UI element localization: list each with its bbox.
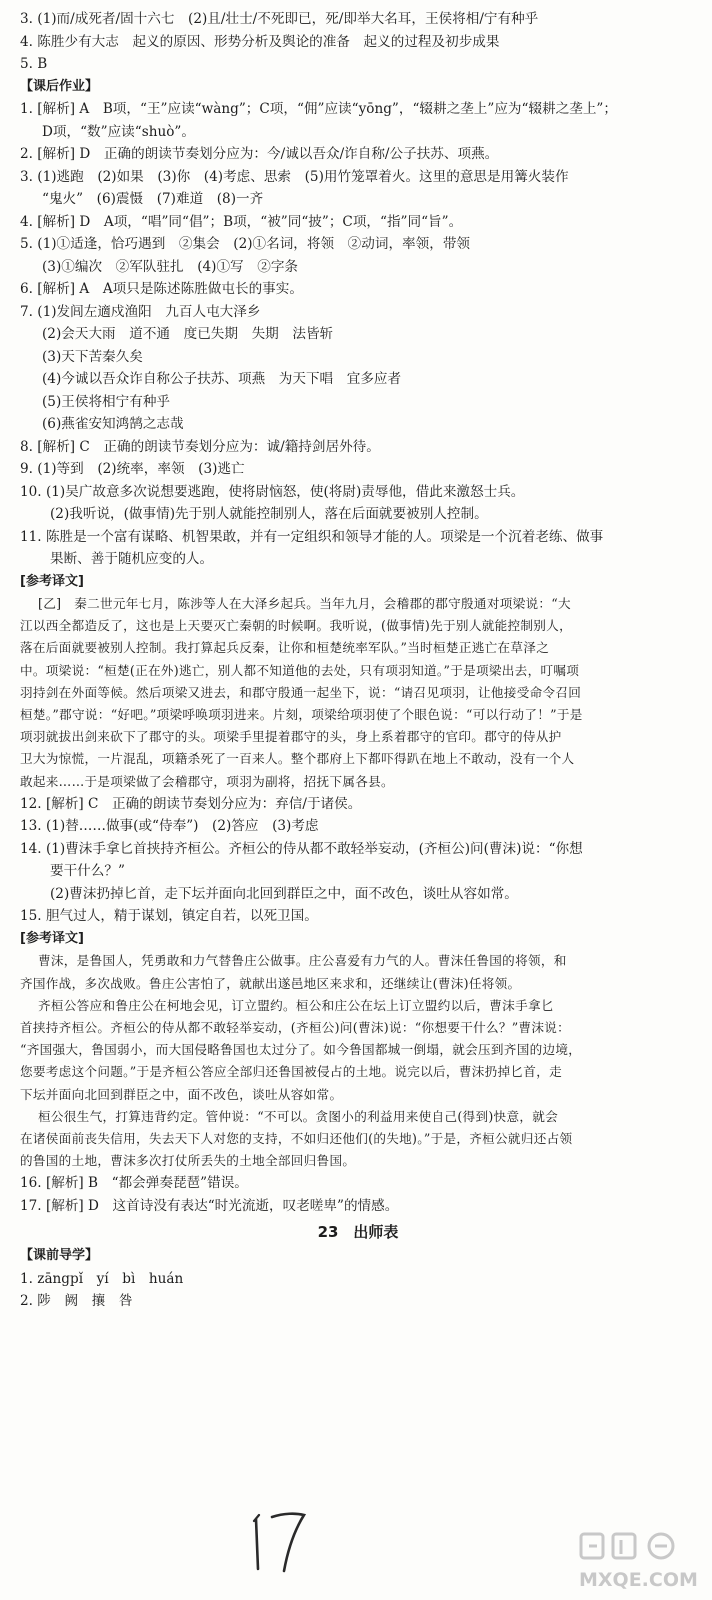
translation-line: 羽持剑在外面等候。然后项梁又进去，和郡守殷通一起坐下，说：“请召见项羽，让他接受命令召回 bbox=[20, 684, 582, 700]
end-answers-block bbox=[20, 1172, 696, 1217]
mid-answers-block bbox=[20, 793, 696, 928]
translation-line: 江以西全都造反了，这也是上天要灭亡秦朝的时候啊。我听说，(做事情)先于别人就能控制别人， bbox=[20, 618, 572, 634]
answer-page bbox=[20, 8, 696, 1313]
answer-line: (4)今诚以吾众诈自称公子扶苏、项燕 为天下唱 宜多应者 bbox=[42, 371, 402, 387]
translation-line: 下坛并面向北回到群臣之中，面不改色，谈吐从容如常。 bbox=[20, 1086, 343, 1102]
answer-line: 17. [解析] D 这首诗没有表达“时光流逝，叹老嗟卑”的情感。 bbox=[20, 1197, 399, 1214]
top-answers-block bbox=[20, 8, 696, 76]
answer-line: (3)①编次 ②军队驻扎 (4)①写 ②字条 bbox=[42, 258, 299, 275]
answer-line: 4. [解析] D A项，“唱”同“倡”；B项，“被”同“披”；C项，“指”同“旨”。 bbox=[20, 213, 463, 230]
translation-line: 落在后面就要被别人控制。我打算起兵反秦，让你和桓楚统率军队。”当时桓楚正逃亡在草泽之 bbox=[20, 640, 550, 656]
answer-line: (2)曹沫扔掉匕首，走下坛并面向北回到群臣之中，面不改色，谈吐从容如常。 bbox=[50, 885, 518, 902]
answer-line: 1. zāngpǐ yí bì huán bbox=[20, 1270, 184, 1287]
translation-line: 曹沫，是鲁国人，凭勇敢和力气替鲁庄公做事。庄公喜爱有力气的人。曹沫任鲁国的将领，和 bbox=[38, 953, 567, 969]
answer-line: 10. (1)吴广故意多次说想要逃跑，使将尉恼怒，使(将尉)责辱他，借此来激怒士兵。 bbox=[20, 483, 525, 500]
answer-line: 5. (1)①适逢，恰巧遇到 ②集会 (2)①名词，将领 ②动词，率领，带领 bbox=[20, 236, 471, 252]
reference-translation-label: [参考译文] bbox=[20, 930, 84, 946]
answer-line: 3. (1)逃跑 (2)如果 (3)你 (4)考虑、思索 (5)用竹笼罩着火。这里的意思是用篝火装作 bbox=[20, 168, 569, 185]
answer-line: 13. (1)替……做事(或“侍奉”) (2)答应 (3)考虑 bbox=[20, 818, 319, 835]
translation-block-2 bbox=[20, 950, 696, 1172]
translation-line: 项羽就拔出剑来砍下了郡守的头。项梁手里提着郡守的头，身上系着郡守的官印。郡守的侍从护 bbox=[20, 729, 562, 745]
translation-line: 桓公很生气，打算违背约定。管仲说：“不可以。贪图小的利益用来使自己(得到)快意，就会 bbox=[38, 1108, 559, 1124]
translation-line: 在诸侯面前丧失信用，失去天下人对您的支持，不如归还他们(的失地)。”于是，齐桓公就归还占领 bbox=[20, 1130, 573, 1146]
watermark-logo bbox=[575, 1530, 705, 1594]
translation-block-1 bbox=[20, 593, 696, 793]
section-heading-preview: 【课前导学】 bbox=[20, 1248, 99, 1264]
answer-line: 要干什么？” bbox=[50, 863, 125, 880]
translation-line: 齐国作战，多次战败。鲁庄公害怕了，就献出遂邑地区来求和，还继续让(曹沫)任将领。 bbox=[20, 975, 521, 991]
answer-line: 3. (1)而/成死者/固十六七 (2)且/壮士/不死即已，死/即举大名耳，王侯将相/宁有种乎 bbox=[20, 11, 539, 27]
translation-line: 卫大为惊慌，一片混乱，项籍杀死了一百来人。整个郡府上下都吓得趴在地上不敢动，没有一个人 bbox=[20, 751, 575, 767]
answer-line: 5. B bbox=[20, 56, 48, 72]
answer-line: D项，“数”应读“shuò”。 bbox=[42, 123, 195, 140]
translation-line: 中。项梁说：“桓楚(正在外)逃亡，别人都不知道他的去处，只有项羽知道。”于是项梁出去，叮嘱项 bbox=[20, 662, 580, 678]
answer-line: 11. 陈胜是一个富有谋略、机智果敢，并有一定组织和领导才能的人。项梁是一个沉着老练、做事 bbox=[20, 528, 604, 545]
chapter-title: 23 出师表 bbox=[317, 1223, 399, 1242]
answer-line: 7. (1)发闾左適戍渔阳 九百人屯大泽乡 bbox=[20, 303, 261, 320]
answer-line: 4. 陈胜少有大志 起义的原因、形势分析及舆论的准备 起义的过程及初步成果 bbox=[20, 33, 500, 50]
svg-text:MXQE.COM: MXQE.COM bbox=[579, 1569, 698, 1591]
answer-line: 9. (1)等到 (2)统率，率领 (3)逃亡 bbox=[20, 461, 245, 477]
answer-line: 2. [解析] D 正确的朗读节奏划分应为：今/诚以吾众/诈自称/公子扶苏、项燕。 bbox=[20, 146, 499, 162]
answer-line: (2)会天大雨 道不通 度已失期 失期 法皆斩 bbox=[42, 326, 334, 342]
translation-line: 桓楚。”郡守说：“好吧。”项梁呼唤项羽进来。片刻，项梁给项羽使了个眼色说：“可以行动了！”于是 bbox=[20, 707, 583, 723]
answer-line: 12. [解析] C 正确的朗读节奏划分应为：弃信/于诸侯。 bbox=[20, 795, 362, 812]
answer-line: 14. (1)曹沫手拿匕首挟持齐桓公。齐桓公的侍从都不敢轻举妄动，(齐桓公)问(曹沫)说：“你想 bbox=[20, 840, 583, 857]
answer-line: 果断、善于随机应变的人。 bbox=[50, 551, 214, 567]
translation-line: 齐桓公答应和鲁庄公在柯地会见，订立盟约。桓公和庄公在坛上订立盟约以后，曹沫手拿匕 bbox=[38, 997, 554, 1013]
answer-line: 16. [解析] B “都会弹奏琵琶”错误。 bbox=[20, 1175, 248, 1192]
translation-line: “齐国强大，鲁国弱小，而大国侵略鲁国也太过分了。如今鲁国都城一倒塌，就会压到齐国的边境， bbox=[20, 1042, 582, 1058]
translation-line: [乙] 秦二世元年七月，陈涉等人在大泽乡起兵。当年九月，会稽郡的郡守殷通对项梁说：“大 bbox=[38, 596, 571, 611]
reference-translation-label: [参考译文] bbox=[20, 573, 84, 589]
preview-block bbox=[20, 1268, 696, 1313]
answer-line: (2)我听说，(做事情)先于别人就能控制别人，落在后面就要被别人控制。 bbox=[50, 506, 488, 522]
translation-line: 的鲁国的土地，曹沫多次打仗所丢失的土地全部回归鲁国。 bbox=[20, 1153, 356, 1169]
answer-line: 15. 胆气过人，精于谋划，镇定自若，以死卫国。 bbox=[20, 908, 318, 925]
handwritten-page-number bbox=[248, 1505, 308, 1575]
answer-line: 1. [解析] A B项，“王”应读“wàng”；C项，“佣”应读“yōng”，“辍耕之垄上”应为“辍耕之垄上”； bbox=[20, 101, 617, 117]
answer-line: (5)王侯将相宁有种乎 bbox=[42, 393, 171, 410]
answer-line: 2. 陟 阙 攘 咎 bbox=[20, 1293, 133, 1310]
answer-line: 8. [解析] C 正确的朗读节奏划分应为：诚/籍持剑居外待。 bbox=[20, 438, 380, 455]
homework-block bbox=[20, 98, 696, 571]
answer-line: (3)天下苦秦久矣 bbox=[42, 348, 143, 365]
translation-line: 首挟持齐桓公。齐桓公的侍从都不敢轻举妄动，(齐桓公)问(曹沫)说：“你想要干什么？”曹沫说： bbox=[20, 1019, 571, 1035]
section-heading-homework: 【课后作业】 bbox=[20, 78, 99, 94]
answer-line: “鬼火” (6)震慑 (7)难道 (8)一齐 bbox=[42, 191, 264, 207]
translation-line: 您要考虑这个问题。”于是齐桓公答应全部归还鲁国被侵占的土地。说完以后，曹沫扔掉匕首，走 bbox=[20, 1064, 562, 1080]
answer-line: (6)燕雀安知鸿鹄之志哉 bbox=[42, 416, 184, 432]
translation-line: 敢起来……于是项梁做了会稽郡守，项羽为副将，招抚下属各县。 bbox=[20, 773, 394, 789]
answer-line: 6. [解析] A A项只是陈述陈胜做屯长的事实。 bbox=[20, 281, 303, 297]
